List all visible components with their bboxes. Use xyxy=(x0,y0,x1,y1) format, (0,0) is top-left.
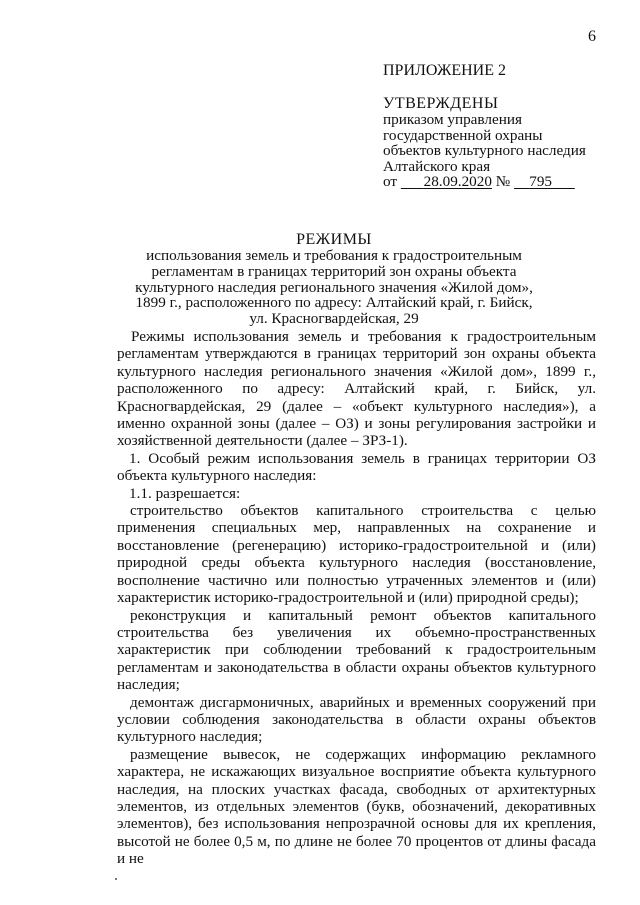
section-1-1-heading: 1.1. разрешается: xyxy=(129,484,241,502)
permitted-item: размещение вывесок, не содержащих информацию рекламного характера, не искажающих визуальное восприятие объекта культурного наследия, на плоских участках фасада, свободных от архитектурных элементов, из отдельных элементов (букв, обозначений, декоративных элементов), без использования непрозрачной основы для их крепления, высотой не более 0,5 м, по длине не более 70 процентов от длины фасада и не xyxy=(117,745,596,868)
appendix-line: объектов культурного наследия xyxy=(383,142,586,160)
permitted-item: строительство объектов капитального строительства с целью применения специальных мер, направленных на сохранение и восстановление (регенерацию) историко-градостроительной и (или) природной среды объекта культурного наследия (восстановление, восполнение частично или полностью утраченных элементов и (или) характеристик историко-градостроительной и (или) природной среды); xyxy=(117,502,596,607)
document-body xyxy=(117,328,596,868)
order-number: 795 xyxy=(529,173,553,191)
order-date: 28.09.2020 xyxy=(423,173,492,191)
permitted-item: демонтаж дисгармоничных, аварийных и временных сооружений при условии соблюдения законодательства в области охраны объектов культурного наследия; xyxy=(117,693,596,746)
approved-label: УТВЕРЖДЕНЫ xyxy=(383,95,499,113)
heading-line: ул. Красногвардейская, 29 xyxy=(249,310,419,328)
heading-title: РЕЖИМЫ xyxy=(296,231,372,248)
order-line xyxy=(383,174,623,190)
appendix-line: приказом управления xyxy=(383,111,522,129)
document-heading xyxy=(100,231,568,327)
page-number: 6 xyxy=(588,28,596,45)
heading-line: 1899 г., расположенного по адресу: Алтайский край, г. Бийск, xyxy=(135,294,533,312)
order-prefix: от xyxy=(383,173,398,191)
heading-line: культурного наследия регионального значения «Жилой дом», xyxy=(135,278,533,296)
heading-line: использования земель и требования к градостроительным xyxy=(146,247,522,264)
intro-paragraph: Режимы использования земель и требования к градостроительным регламентам утверждаются в границах территорий зон охраны объекта культурного наследия регионального значения «Жилой дом», 1899 г., расположенного по адресу: Алтайский край, г. Бийск, ул. Красногвардейская, 29 (далее – «объект культурного наследия»), а именно охранной зоны (далее – ОЗ) и зоны регулирования застройки и хозяйственной деятельности (далее – ЗРЗ-1). xyxy=(117,328,596,450)
appendix-block xyxy=(383,62,623,190)
permitted-item: реконструкция и капитальный ремонт объектов капитального строительства без увеличения их объемно-пространственных характеристик при соблюдении требований к градостроительным регламентам и законодательства в области охраны объектов культурного наследия; xyxy=(117,606,596,694)
scan-mark xyxy=(115,878,117,880)
heading-line: регламентам в границах территорий зон охраны объекта xyxy=(151,262,517,280)
order-number-label: № xyxy=(495,173,511,191)
appendix-title: ПРИЛОЖЕНИЕ 2 xyxy=(383,62,507,79)
appendix-line: Алтайского края xyxy=(383,157,491,175)
appendix-line: государственной охраны xyxy=(383,126,543,144)
section-1-heading: 1. Особый режим использования земель в границах территории ОЗ объекта культурного наследия: xyxy=(117,449,596,485)
